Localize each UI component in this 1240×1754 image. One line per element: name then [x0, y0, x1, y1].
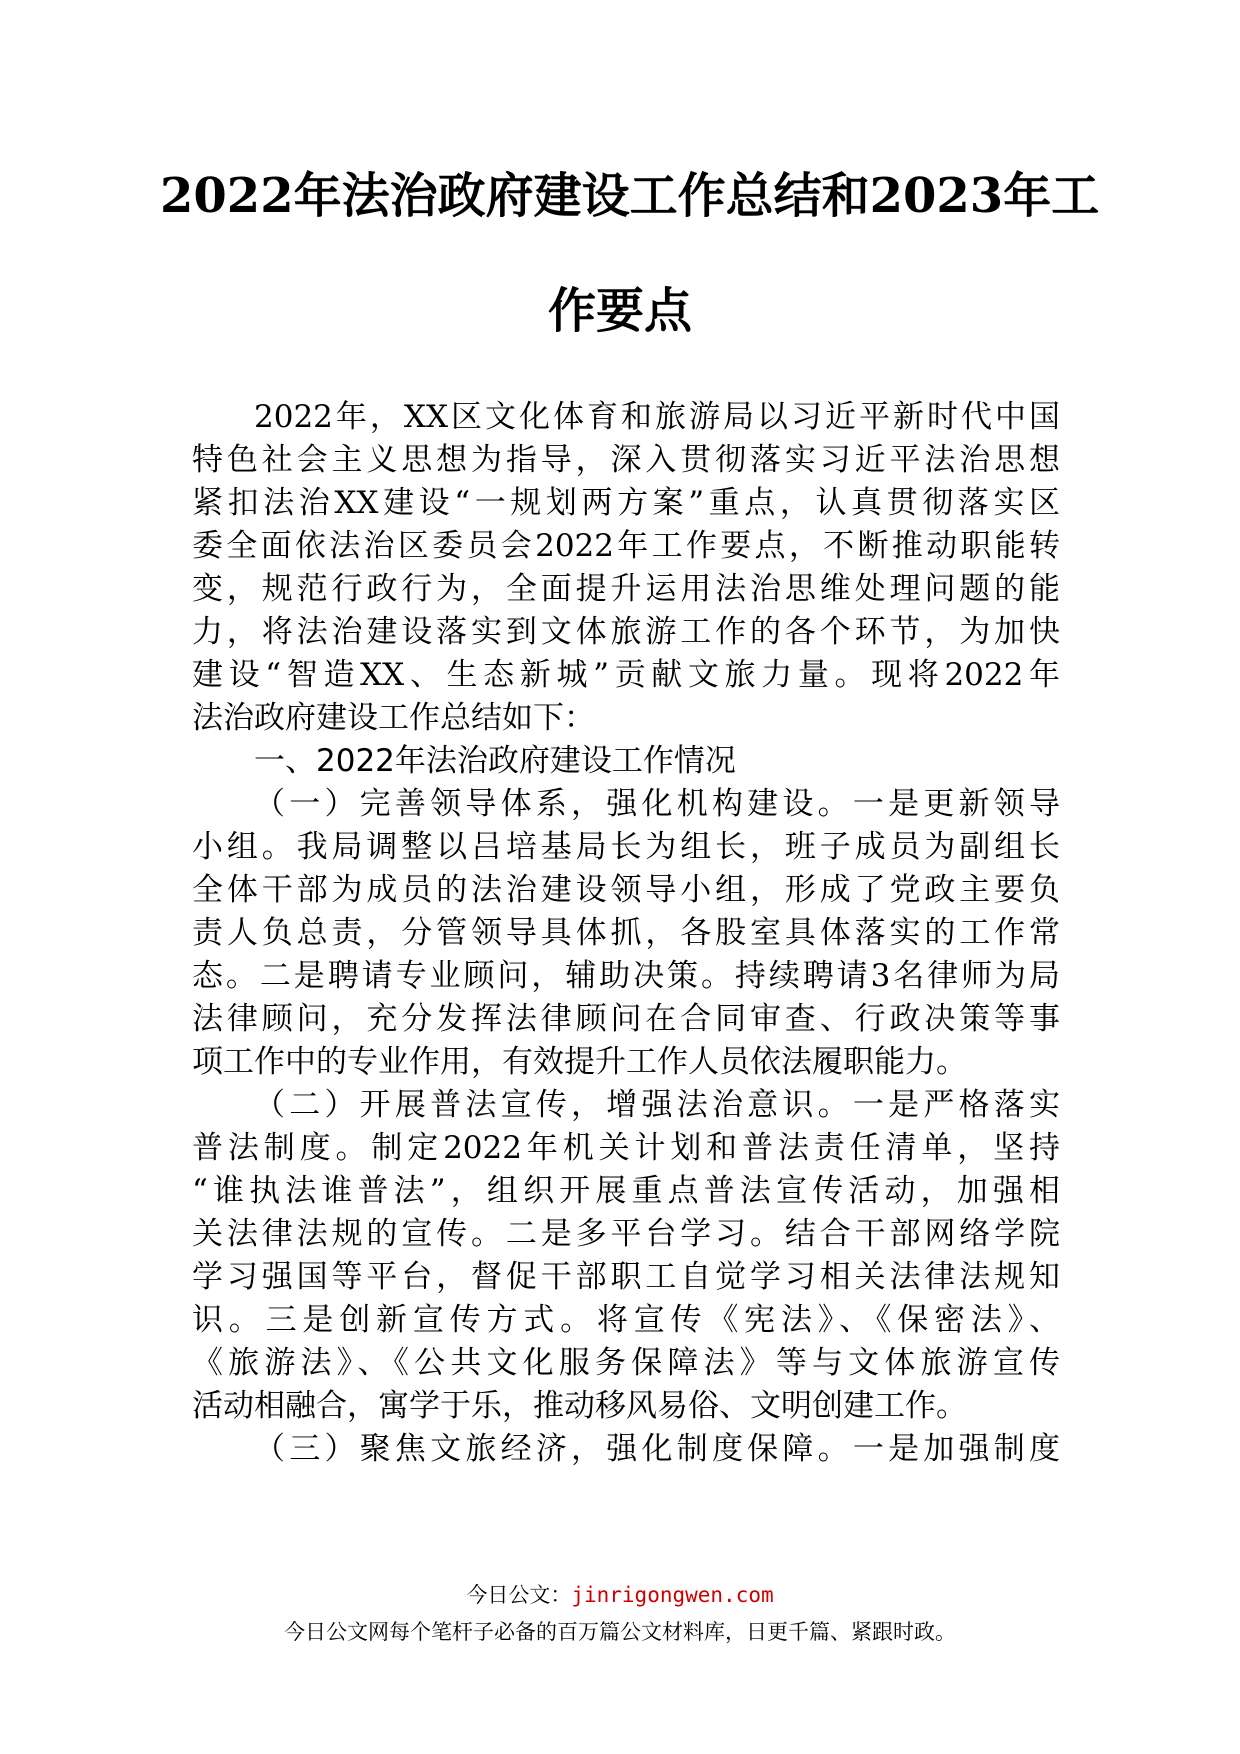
- section-heading: 一、2022年法治政府建设工作情况: [254, 743, 736, 779]
- footer-source: [0, 1580, 1240, 1610]
- para1-line: （一）完善领导体系，强化机构建设。一是更新领导: [254, 786, 1060, 822]
- document-title-line-2: 作要点: [547, 283, 692, 339]
- intro-line: 委全面依法治区委员会2022年工作要点，不断推动职能转: [192, 528, 1060, 564]
- para2-line: 学习强国等平台，督促干部职工自觉学习相关法律法规知: [192, 1259, 1060, 1295]
- intro-line: 紧扣法治XX建设“一规划两方案”重点，认真贯彻落实区: [192, 485, 1060, 521]
- para2-line: （二）开展普法宣传，增强法治意识。一是严格落实: [254, 1087, 1060, 1123]
- para1-line: 全体干部为成员的法治建设领导小组，形成了党政主要负: [192, 872, 1060, 908]
- para2-line: 普法制度。制定2022年机关计划和普法责任清单，坚持: [192, 1130, 1060, 1166]
- para2-line: 《旅游法》、《公共文化服务保障法》等与文体旅游宣传: [192, 1345, 1060, 1381]
- para1-line: 责人负总责，分管领导具体抓，各股室具体落实的工作常: [192, 915, 1060, 951]
- intro-line: 法治政府建设工作总结如下：: [192, 700, 595, 736]
- document-title-line-1: 2022年法治政府建设工作总结和2023年工: [160, 168, 1100, 224]
- footer-label: 今日公文：: [466, 1583, 572, 1607]
- footer-site-link[interactable]: jinrigongwen.com: [571, 1583, 774, 1607]
- intro-line: 力，将法治建设落实到文体旅游工作的各个环节，为加快: [192, 614, 1060, 650]
- intro-line: 特色社会主义思想为指导，深入贯彻落实习近平法治思想: [192, 442, 1060, 478]
- para2-line: 识。三是创新宣传方式。将宣传《宪法》、《保密法》、: [192, 1302, 1060, 1338]
- footer-slogan: 今日公文网每个笔杆子必备的百万篇公文材料库，日更千篇、紧跟时政。: [284, 1620, 956, 1644]
- para2-line: “谁执法谁普法”，组织开展重点普法宣传活动，加强相: [192, 1173, 1060, 1209]
- para1-line: 态。二是聘请专业顾问，辅助决策。持续聘请3名律师为局: [192, 958, 1060, 994]
- para1-line: 项工作中的专业作用，有效提升工作人员依法履职能力。: [192, 1044, 967, 1080]
- para2-line: 活动相融合，寓学于乐，推动移风易俗、文明创建工作。: [192, 1388, 967, 1424]
- para2-line: 关法律法规的宣传。二是多平台学习。结合干部网络学院: [192, 1216, 1060, 1252]
- intro-line: 建设“智造XX、生态新城”贡献文旅力量。现将2022年: [192, 657, 1060, 693]
- para1-line: 小组。我局调整以吕培基局长为组长，班子成员为副组长: [192, 829, 1060, 865]
- intro-line: 变，规范行政行为，全面提升运用法治思维处理问题的能: [192, 571, 1060, 607]
- para3-line: （三）聚焦文旅经济，强化制度保障。一是加强制度: [254, 1431, 1060, 1467]
- para1-line: 法律顾问，充分发挥法律顾问在合同审查、行政决策等事: [192, 1001, 1060, 1037]
- intro-line: 2022年，XX区文化体育和旅游局以习近平新时代中国: [254, 399, 1060, 435]
